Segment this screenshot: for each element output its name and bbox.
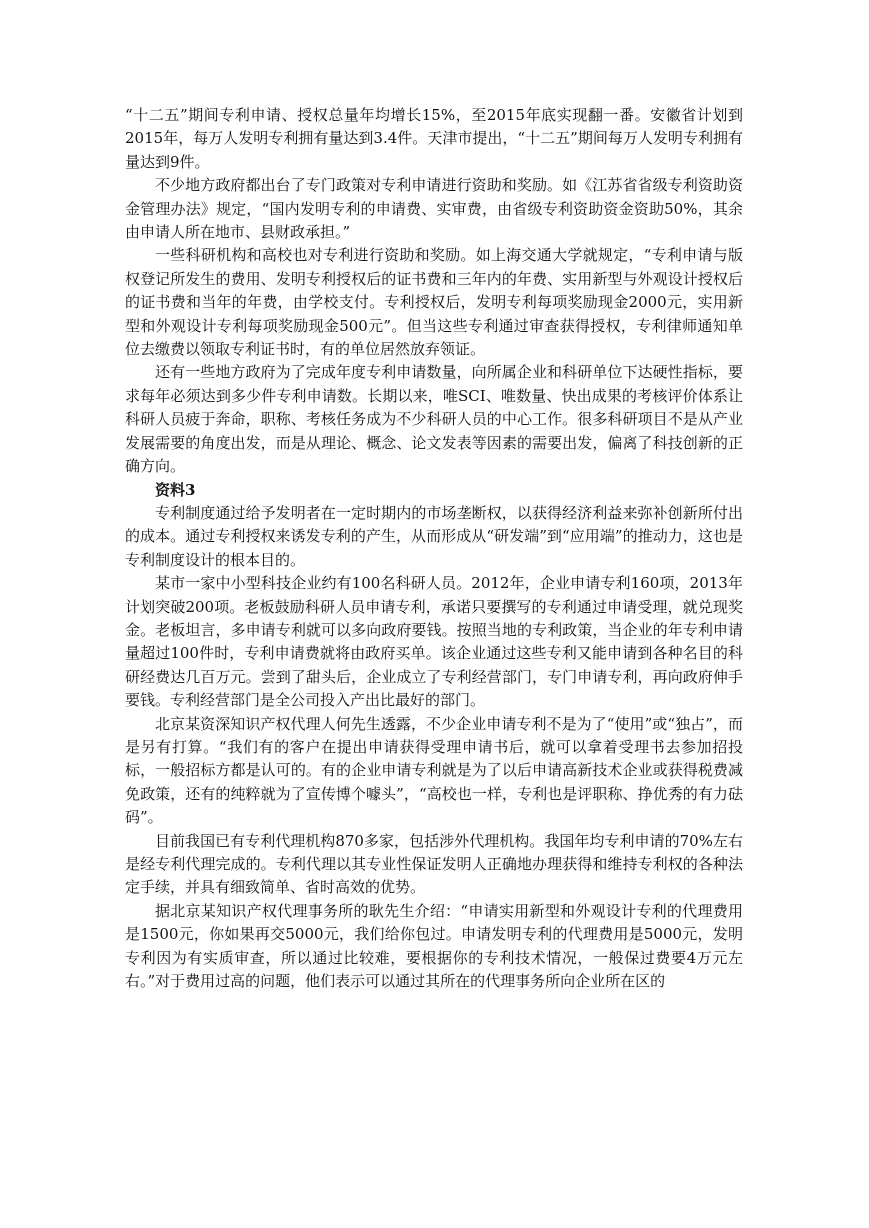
paragraph: 目前我国已有专利代理机构870多家，包括涉外代理机构。我国年均专利申请的70%左右是经专利代理完成的。专利代理以其专业性保证发明人正确地办理获得和维持专利权的各种法定手续，并具有细致简单、省时高效的优势。 <box>125 831 743 897</box>
paragraph: 据北京某知识产权代理事务所的耿先生介绍：“申请实用新型和外观设计专利的代理费用是1500元，你如果再交5000元，我们给你包过。申请发明专利的代理费用是5000元，发明专利因为有实质审查，所以通过比较难，要根据你的专利技术情况，一般保过费要4万元左右。”对于费用过高的问题，他们表示可以通过其所在的代理事务所向企业所在区的 <box>125 901 743 991</box>
paragraph: 不少地方政府都出台了专门政策对专利申请进行资助和奖励。如《江苏省省级专利资助资金管理办法》规定，“国内发明专利的申请费、实审费，由省级专利资助资金资助50%，其余由申请人所在地市、县财政承担。” <box>125 176 743 242</box>
paragraph: 北京某资深知识产权代理人何先生透露，不少企业申请专利不是为了“使用”或“独占”，而是另有打算。“我们有的客户在提出申请获得受理申请书后，就可以拿着受理书去参加招投标，一般招标方都是认可的。有的企业申请专利就是为了以后申请高新技术企业或获得税费减免政策，还有的纯粹就为了宣传博个噱头”，“高校也一样，专利也是评职称、挣优秀的有力砝码”。 <box>125 714 743 827</box>
section-heading: 资料3 <box>155 480 196 499</box>
paragraph: 专利制度通过给予发明者在一定时期内的市场垄断权，以获得经济利益来弥补创新所付出的成本。通过专利授权来诱发专利的产生，从而形成从“研发端”到“应用端”的推动力，这也是专利制度设计的根本目的。 <box>125 503 743 569</box>
paragraph: 还有一些地方政府为了完成年度专利申请数量，向所属企业和科研单位下达硬性指标，要求每年必须达到多少件专利申请数。长期以来，唯SCI、唯数量、快出成果的考核评价体系让科研人员疲于奔命，职称、考核任务成为不少科研人员的中心工作。很多科研项目不是从产业发展需要的角度出发，而是从理论、概念、论文发表等因素的需要出发，偏离了科技创新的正确方向。 <box>125 363 743 476</box>
paragraph: 一些科研机构和高校也对专利进行资助和奖励。如上海交通大学就规定，“专利申请与版权登记所发生的费用、发明专利授权后的证书费和三年内的年费、实用新型与外观设计授权后的证书费和当年的年费，由学校支付。专利授权后，发明专利每项奖励现金2000元，实用新型和外观设计专利每项奖励现金500元”。但当这些专利通过审查获得授权，专利律师通知单位去缴费以领取专利证书时，有的单位居然放弃领证。 <box>125 246 743 359</box>
document-page <box>125 104 743 993</box>
paragraph: “十二五”期间专利申请、授权总量年均增长15%，至2015年底实现翻一番。安徽省计划到2015年，每万人发明专利拥有量达到3.4件。天津市提出，“十二五”期间每万人发明专利拥有量达到9件。 <box>125 106 743 171</box>
paragraph: 某市一家中小型科技企业约有100名科研人员。2012年，企业申请专利160项，2013年计划突破200项。老板鼓励科研人员申请专利，承诺只要撰写的专利通过申请受理，就兑现奖金。老板坦言，多申请专利就可以多向政府要钱。按照当地的专利政策，当企业的年专利申请量超过100件时，专利申请费就将由政府买单。该企业通过这些专利又能申请到各种名目的科研经费达几百万元。尝到了甜头后，企业成立了专利经营部门，专门申请专利，再向政府伸手要钱。专利经营部门是全公司投入产出比最好的部门。 <box>125 574 743 710</box>
